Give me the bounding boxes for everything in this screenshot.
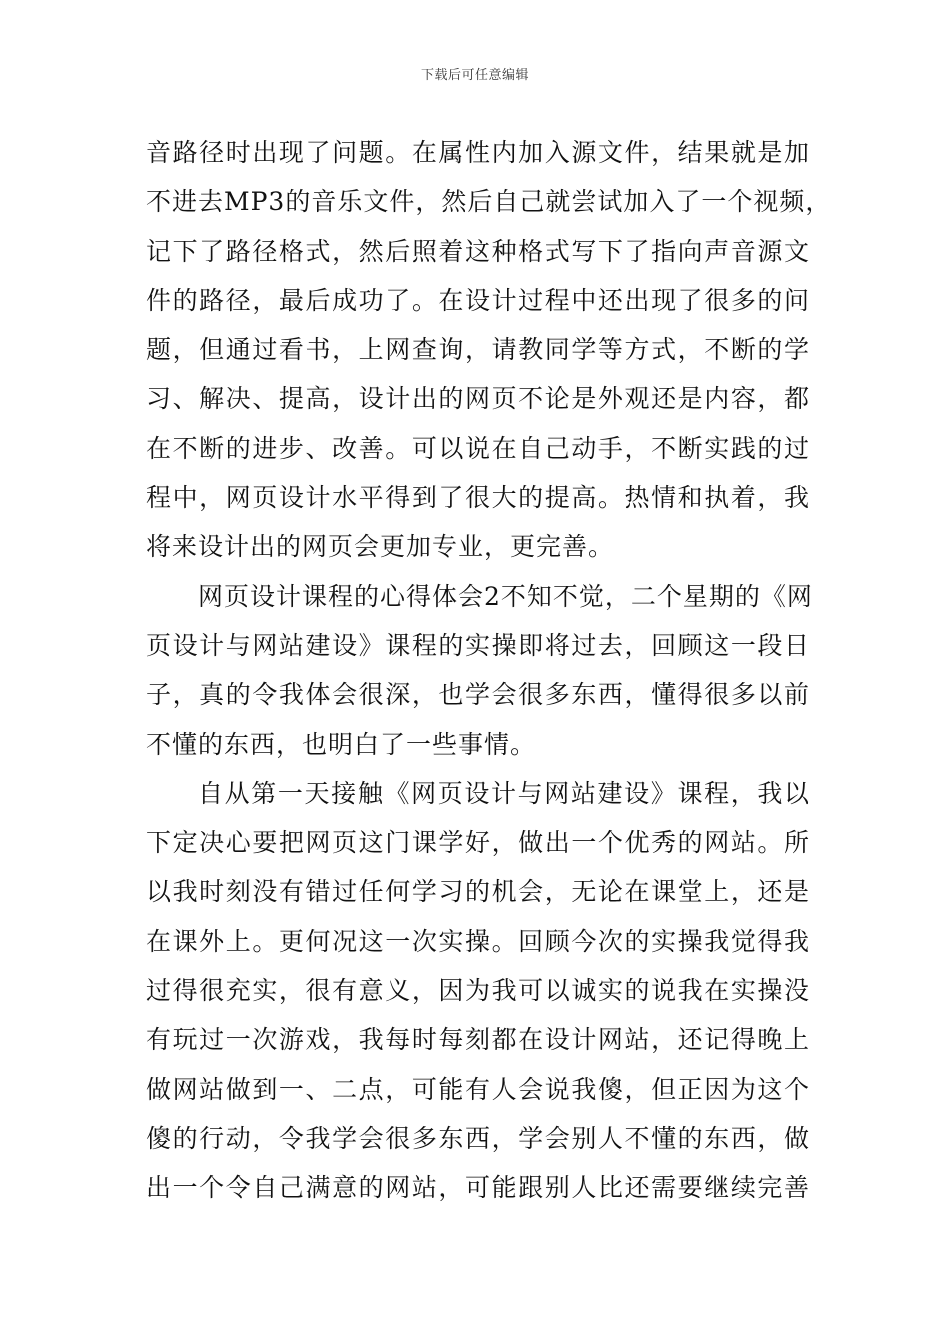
text-line: 出一个令自己满意的网站，可能跟别人比还需要继续完善: [146, 1173, 810, 1203]
page-header: 下载后可任意编辑: [420, 68, 529, 83]
text-line: 页设计与网站建设》课程的实操即将过去，回顾这一段日: [146, 630, 810, 660]
text-line: 题，但通过看书，上网查询，请教同学等方式，不断的学: [146, 335, 810, 365]
text-line: 不进去MP3的音乐文件，然后自己就尝试加入了一个视频，: [146, 187, 832, 217]
text-line: 程中，网页设计水平得到了很大的提高。热情和执着，我: [146, 483, 810, 513]
text-line: 自从第一天接触《网页设计与网站建设》课程，我以: [198, 778, 810, 808]
text-line: 做网站做到一、二点，可能有人会说我傻，但正因为这个: [146, 1074, 810, 1104]
text-line: 网页设计课程的心得体会2不知不觉，二个星期的《网: [198, 581, 813, 611]
text-line: 音路径时出现了问题。在属性内加入源文件，结果就是加: [146, 138, 810, 167]
text-line: 子，真的令我体会很深，也学会很多东西，懂得很多以前: [146, 680, 810, 710]
paragraph: [146, 769, 810, 1213]
text-line: 傻的行动，令我学会很多东西，学会别人不懂的东西，做: [146, 1123, 810, 1153]
text-line: 在不断的进步、改善。可以说在自己动手，不断实践的过: [146, 433, 810, 463]
text-line: 将来设计出的网页会更加专业，更完善。: [146, 532, 615, 562]
text-line: 在课外上。更何况这一次实操。回顾今次的实操我觉得我: [146, 926, 810, 956]
text-line: 有玩过一次游戏，我每时每刻都在设计网站，还记得晚上: [146, 1025, 810, 1055]
text-line: 下定决心要把网页这门课学好，做出一个优秀的网站。所: [146, 828, 810, 858]
text-line: 件的路径，最后成功了。在设计过程中还出现了很多的问: [146, 285, 810, 315]
text-line: 记下了路径格式，然后照着这种格式写下了指向声音源文: [146, 236, 810, 266]
paragraph: [146, 128, 832, 572]
paragraph: [146, 572, 813, 769]
text-line: 以我时刻没有错过任何学习的机会，无论在课堂上，还是: [146, 877, 810, 907]
text-line: 习、解决、提高，设计出的网页不论是外观还是内容，都: [146, 384, 810, 414]
document-body: [146, 128, 832, 1213]
text-line: 过得很充实，很有意义，因为我可以诚实的说我在实操没: [146, 976, 810, 1006]
text-line: 不懂的东西，也明白了一些事情。: [146, 729, 537, 759]
